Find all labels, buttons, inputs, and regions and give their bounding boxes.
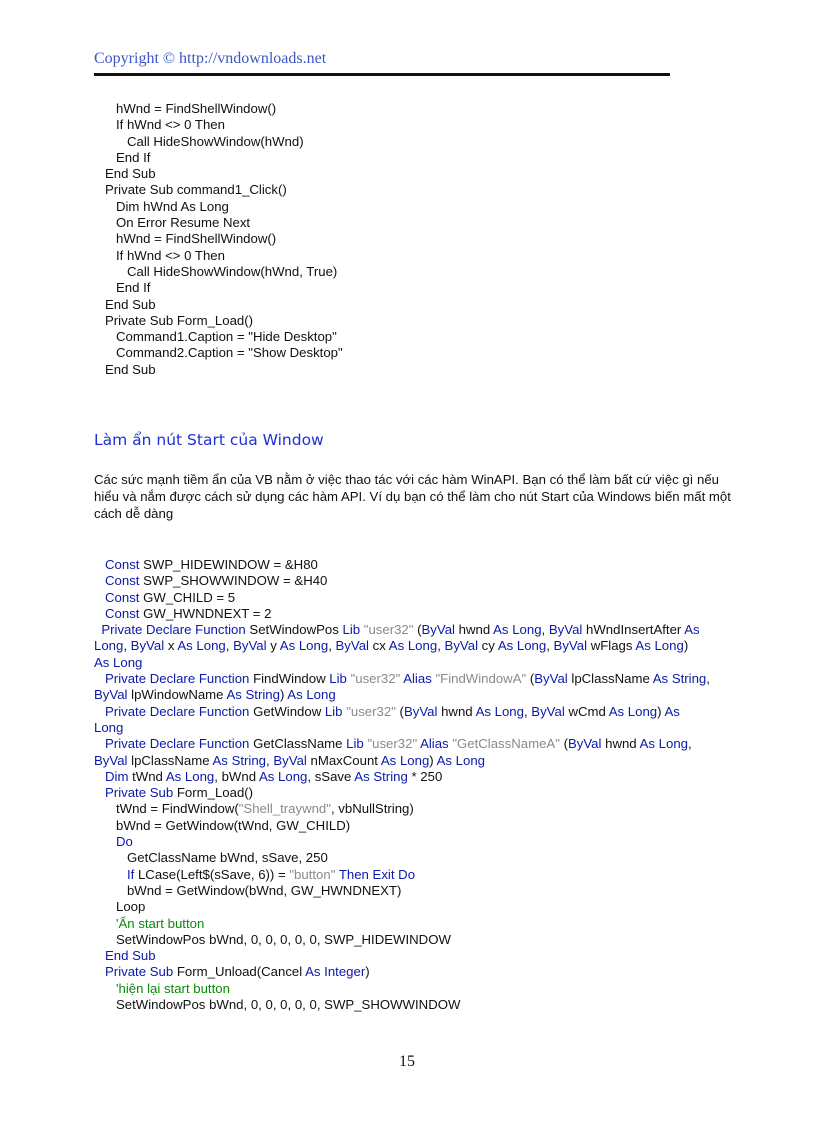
code-line: End If [94, 149, 151, 165]
code-line: Call HideShowWindow(hWnd) [94, 133, 304, 149]
code-line: ByVal lpClassName As String, ByVal nMaxCount As Long) As Long [94, 752, 486, 768]
page-number: 15 [399, 1053, 415, 1070]
code-line: Private Sub Form_Load() [105, 785, 254, 801]
code-line: Private Declare Function GetWindow Lib "user32" (ByVal hwnd As Long, ByVal wCmd As Long) As [105, 703, 680, 719]
code-line: Long, ByVal x As Long, ByVal y As Long, ByVal cx As Long, ByVal cy As Long, ByVal wFlags As Long) [94, 638, 689, 654]
code-line: hWnd = FindShellWindow() [94, 231, 277, 247]
code-block-top [94, 101, 734, 378]
code-line: On Error Resume Next [94, 215, 251, 231]
code-line: As Long [94, 654, 143, 670]
code-line: Private Sub command1_Click() [94, 182, 287, 198]
code-line: Const GW_HWNDNEXT = 2 [105, 605, 272, 621]
code-block-bottom [94, 557, 734, 1013]
code-line: Long [94, 719, 124, 735]
code-line: ByVal lpWindowName As String) As Long [94, 687, 336, 703]
code-line: bWnd = GetWindow(tWnd, GW_CHILD) [94, 817, 351, 833]
code-line: 'hiện lại start button [115, 980, 230, 996]
code-line: Dim tWnd As Long, bWnd As Long, sSave As String * 250 [105, 768, 443, 784]
code-line: Loop [94, 899, 146, 915]
code-line: End Sub [94, 296, 156, 312]
code-line: If hWnd <> 0 Then [94, 117, 225, 133]
code-line: Command1.Caption = "Hide Desktop" [94, 329, 337, 345]
code-line: End Sub [94, 166, 156, 182]
code-line: 'Ẩn start button [115, 915, 205, 931]
code-line: End Sub [94, 361, 156, 377]
code-line: Private Sub Form_Unload(Cancel As Integer) [105, 964, 370, 980]
code-line: Const GW_CHILD = 5 [105, 589, 236, 605]
code-line: Private Declare Function FindWindow Lib "user32" Alias "FindWindowA" (ByVal lpClassName As String, [105, 671, 710, 687]
code-line: SetWindowPos bWnd, 0, 0, 0, 0, 0, SWP_SHOWWINDOW [94, 997, 461, 1013]
section-paragraph: Các sức mạnh tiềm ẩn của VB nằm ở việc thao tác với các hàm WinAPI. Bạn có thể làm bất cứ việc gì nếu hiểu và nắm được cách sử dụng các hàm API. Ví dụ bạn có thể làm cho nút Start của Windows biến mất một cách dễ dàng [94, 472, 731, 521]
code-line: End Sub [105, 948, 156, 964]
code-line: Const SWP_SHOWWINDOW = &H40 [105, 573, 328, 589]
code-line: GetClassName bWnd, sSave, 250 [94, 850, 328, 866]
code-line: Do [115, 834, 133, 850]
code-line: Const SWP_HIDEWINDOW = &H80 [105, 557, 318, 572]
code-line: End If [94, 280, 151, 296]
code-line: bWnd = GetWindow(bWnd, GW_HWNDNEXT) [94, 882, 402, 898]
code-line: tWnd = FindWindow("Shell_traywnd", vbNullString) [94, 801, 414, 817]
code-line: Private Sub Form_Load() [94, 312, 254, 328]
code-line: hWnd = FindShellWindow() [94, 101, 277, 116]
code-line: SetWindowPos bWnd, 0, 0, 0, 0, 0, SWP_HIDEWINDOW [94, 931, 451, 947]
code-line: If LCase(Left$(sSave, 6)) = "button" Then Exit Do [126, 866, 416, 882]
code-line: Call HideShowWindow(hWnd, True) [94, 263, 338, 279]
code-line: Private Declare Function GetClassName Lib "user32" Alias "GetClassNameA" (ByVal hwnd As Long, [105, 736, 692, 752]
code-line: Command2.Caption = "Show Desktop" [94, 345, 343, 361]
header-rule [94, 73, 670, 76]
code-line: If hWnd <> 0 Then [94, 247, 225, 263]
section-heading: Làm ẩn nút Start của Window [94, 431, 324, 449]
code-line: Private Declare Function SetWindowPos Lib "user32" (ByVal hwnd As Long, ByVal hWndInsertAfter As [101, 622, 700, 638]
code-line: Dim hWnd As Long [94, 198, 229, 214]
copyright-header: Copyright © http://vndownloads.net [94, 50, 327, 67]
